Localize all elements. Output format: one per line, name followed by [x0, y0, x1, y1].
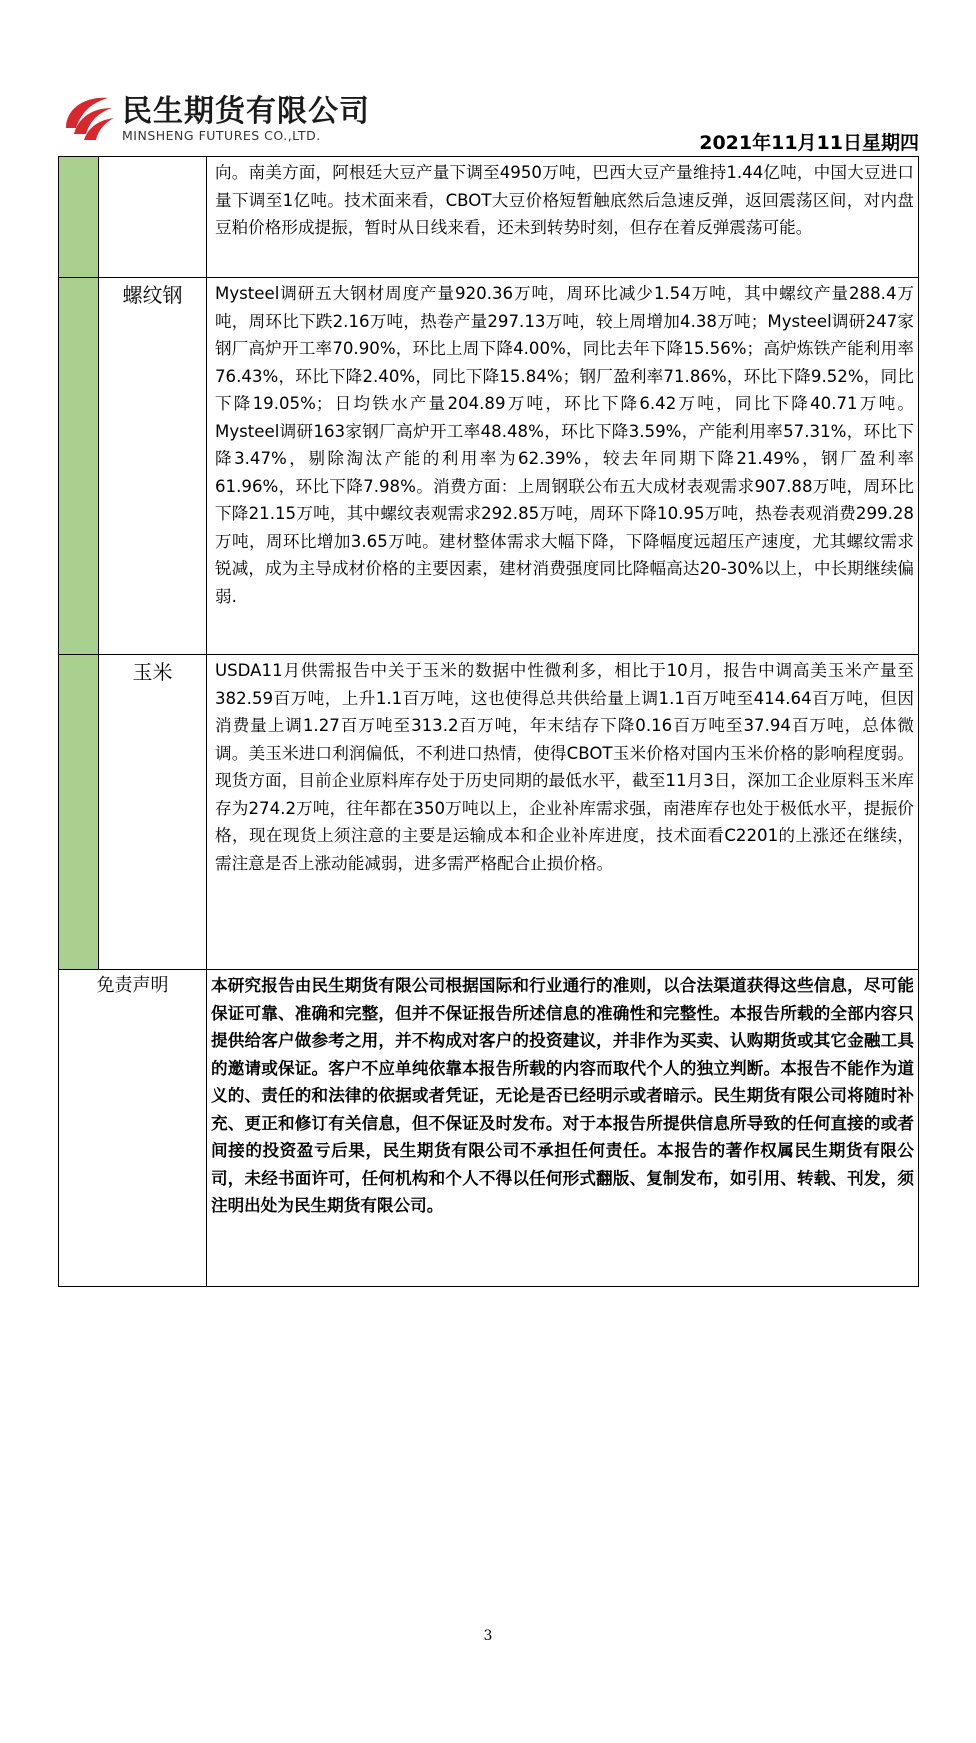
company-name-cn: 民生期货有限公司 [122, 94, 370, 129]
minsheng-logo-icon [60, 88, 116, 144]
table-row-disclaimer [59, 970, 919, 1287]
commodity-name [99, 157, 207, 278]
commodity-analysis-text: 向。南美方面，阿根廷大豆产量下调至4950万吨，巴西大豆产量维持1.44亿吨，中国大豆进口量下调至1亿吨。技术面来看，CBOT大豆价格短暂触底然后急速反弹，返回震荡区间，对内盘豆粕价格形成提振，暂时从日线来看，还未到转势时刻，但存在着反弹震荡可能。 [207, 157, 919, 278]
table-row-corn [59, 655, 919, 970]
company-name-en: MINSHENG FUTURES CO.,LTD. [122, 128, 321, 143]
report-date: 2021年11月11日星期四 [699, 132, 919, 154]
green-side-cell [59, 278, 99, 655]
table-row-soybean-meal-continued [59, 157, 919, 278]
disclaimer-label: 免责声明 [59, 970, 207, 1287]
disclaimer-text: 本研究报告由民生期货有限公司根据国际和行业通行的准则，以合法渠道获得这些信息，尽可能保证可靠、准确和完整，但并不保证报告所述信息的准确性和完整性。本报告所载的全部内容只提供给客户做参考之用，并不构成对客户的投资建议，并非作为买卖、认购期货或其它金融工具的邀请或保证。客户不应单纯依靠本报告所载的内容而取代个人的独立判断。本报告不能作为道义的、责任的和法律的依据或者凭证，无论是否已经明示或者暗示。民生期货有限公司将随时补充、更正和修订有关信息，但不保证及时发布。对于本报告所提供信息所导致的任何直接的或者间接的投资盈亏后果，民生期货有限公司不承担任何责任。本报告的著作权属民生期货有限公司，未经书面许可，任何机构和个人不得以任何形式翻版、复制发布，如引用、转载、刊发，须注明出处为民生期货有限公司。 [207, 970, 919, 1287]
green-side-cell [59, 655, 99, 970]
commodity-analysis-text: USDA11月供需报告中关于玉米的数据中性微利多，相比于10月，报告中调高美玉米产量至382.59百万吨，上升1.1百万吨，这也使得总共供给量上调1.1百万吨至414.64百万吨，但因消费量上调1.27百万吨至313.2百万吨，年末结存下降0.16百万吨至37.94百万吨，总体微调。美玉米进口利润偏低，不利进口热情，使得CBOT玉米价格对国内玉米价格的影响程度弱。现货方面，目前企业原料库存处于历史同期的最低水平，截至11月3日，深加工企业原料玉米库存为274.2万吨，往年都在350万吨以上，企业补库需求强，南港库存也处于极低水平，提振价格，现在现货上须注意的主要是运输成本和企业补库进度，技术面看C2201的上涨还在继续，需注意是否上涨动能减弱，进多需严格配合止损价格。 [207, 655, 919, 970]
commodity-name: 螺纹钢 [99, 278, 207, 655]
commodity-analysis-text: Mysteel调研五大钢材周度产量920.36万吨，周环比减少1.54万吨，其中螺纹产量288.4万吨，周环比下跌2.16万吨，热卷产量297.13万吨，较上周增加4.38万吨；Mysteel调研247家钢厂高炉开工率70.90%，环比上周下降4.00%，同比去年下降15.56%；高炉炼铁产能利用率76.43%，环比下降2.40%，同比下降15.84%；钢厂盈利率71.86%，环比下降9.52%，同比下降19.05%；日均铁水产量204.89万吨，环比下降6.42万吨，同比下降40.71万吨。Mysteel调研163家钢厂高炉开工率48.48%，环比下降3.59%，产能利用率57.31%，环比下降3.47%，剔除淘汰产能的利用率为62.39%，较去年同期下降21.49%，钢厂盈利率61.96%，环比下降7.98%。消费方面：上周钢联公布五大成材表观需求907.88万吨，周环比下降21.15万吨，其中螺纹表观需求292.85万吨，周环下降10.95万吨，热卷表观消费299.28万吨，周环比增加3.65万吨。建材整体需求大幅下降，下降幅度远超压产速度，尤其螺纹需求锐减，成为主导成材价格的主要因素，建材消费强度同比降幅高达20-30%以上，中长期继续偏弱. [207, 278, 919, 655]
page-header [0, 0, 976, 155]
green-side-cell [59, 157, 99, 278]
page-number: 3 [483, 1628, 493, 1644]
commodity-analysis-table [58, 156, 919, 1287]
commodity-name: 玉米 [99, 655, 207, 970]
table-row-rebar [59, 278, 919, 655]
